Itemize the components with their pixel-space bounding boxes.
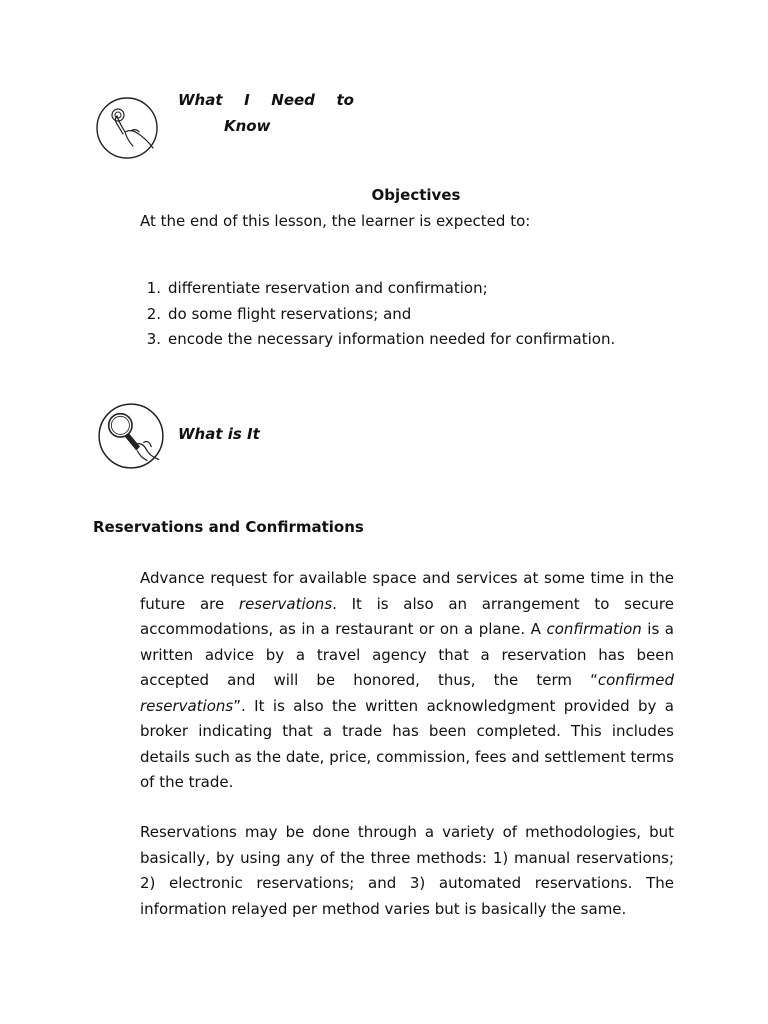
p1-em-confirmed-reservations: confirmed reservations [140, 671, 674, 715]
p1-text: ”. It is also the written acknowledgment provided by a broker indicating that a trade has been completed. This includes details such as the date, price, commission, fees and settlement terms of the trade. [140, 696, 674, 791]
p1-em-reservations: reservations [238, 594, 333, 613]
p1-text: . It is also an arrangement to secure accommodations, as in a restaurant or on a plane. A [140, 594, 674, 638]
pointing-finger-icon [95, 96, 159, 164]
list-item-text: encode the necessary information needed for confirmation. [168, 330, 616, 348]
objectives-list [140, 279, 615, 356]
need-to-know-heading-line2: Know [224, 117, 271, 135]
list-item-number: 3. [146, 330, 161, 348]
list-item [140, 305, 615, 331]
need-to-know-word: What [178, 91, 223, 109]
objectives-title: Objectives [371, 186, 461, 204]
objectives-intro: At the end of this lesson, the learner is expected to: [140, 212, 531, 230]
need-to-know-word: Need [271, 91, 315, 109]
list-item [140, 279, 615, 305]
p1-text: is a written advice by a travel agency that a reservation has been accepted and will be honored, thus, the term “ [140, 620, 674, 689]
paragraph-2: Reservations may be done through a variety of methodologies, but basically, by using any of the three methods: 1) manual reservations; 2) electronic reservations; and 3) automated reservations. The information relayed per method varies but is basically the same. [140, 823, 674, 918]
list-item-text: do some flight reservations; and [168, 304, 412, 323]
need-to-know-word: I [244, 91, 250, 109]
what-is-it-heading: What is It [178, 425, 260, 443]
p1-text: Advance request for available space and services at some time in the future are [140, 569, 674, 613]
p1-em-confirmation: confirmation [546, 620, 642, 638]
list-item [140, 330, 615, 356]
magnifying-glass-icon [97, 402, 165, 474]
list-item-number: 1. [146, 279, 161, 297]
list-item-text: differentiate reservation and confirmation; [168, 279, 488, 297]
list-item-number: 2. [146, 304, 161, 323]
section-title: Reservations and Confirmations [93, 518, 364, 536]
need-to-know-word: to [336, 91, 354, 109]
need-to-know-heading-line1 [178, 91, 354, 109]
paragraph-1 [140, 566, 674, 796]
